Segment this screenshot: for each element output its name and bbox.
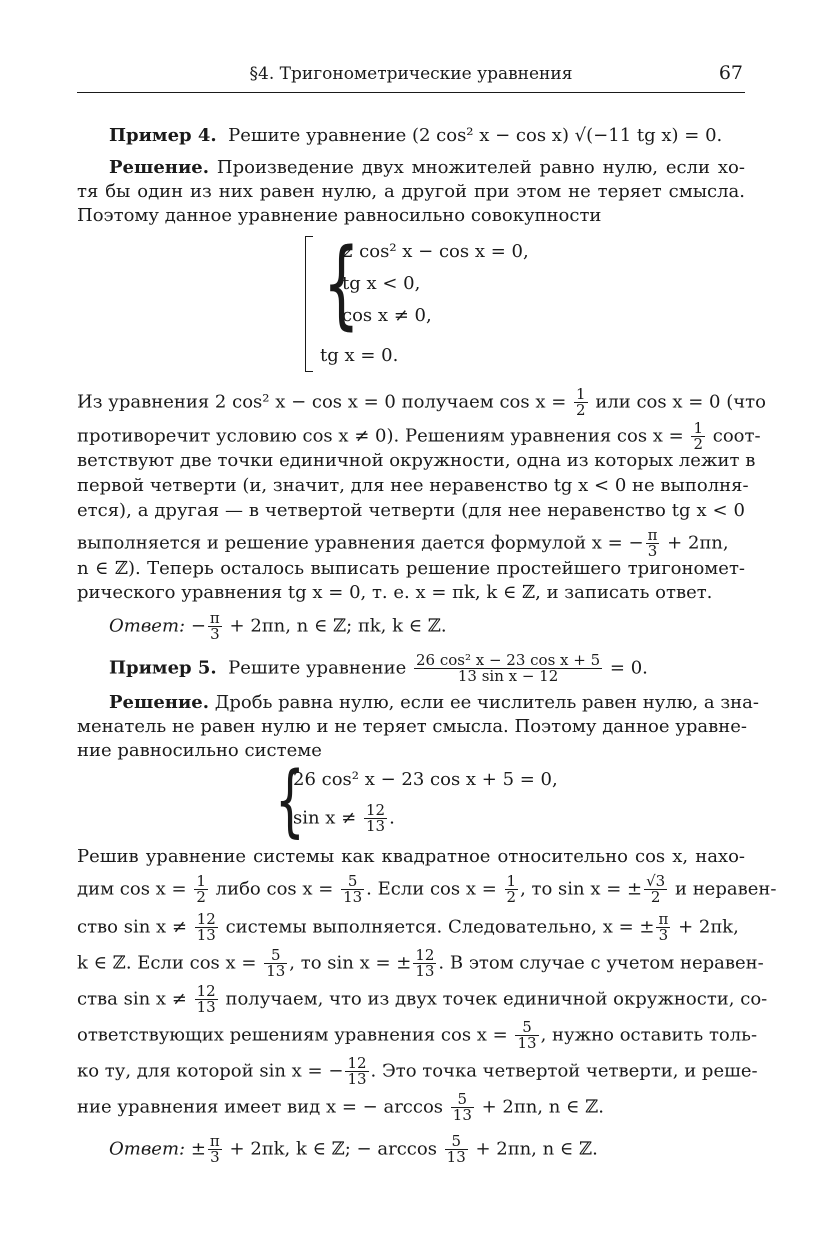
solution-label: Решение. bbox=[109, 692, 210, 713]
den: 13 bbox=[196, 926, 216, 944]
num: π bbox=[209, 1132, 220, 1150]
text: или cos x = 0 (что bbox=[595, 391, 766, 413]
ex4-p7: n ∈ ℤ). Теперь осталось выписать решение простейшего тригономет- bbox=[77, 558, 745, 579]
set-bracket bbox=[305, 236, 313, 372]
num: 12 bbox=[366, 801, 386, 819]
ex5-r2 bbox=[77, 874, 776, 905]
fraction bbox=[195, 912, 218, 943]
num: π bbox=[209, 609, 220, 627]
text: ние уравнения имеет вид x = − arccos bbox=[77, 1096, 444, 1118]
den: 13 bbox=[347, 1070, 367, 1088]
ex4-answer bbox=[77, 611, 447, 642]
ex4-p4: первой четверти (и, значит, для нее неравенство tg x < 0 не выполня- bbox=[77, 475, 749, 496]
text: + 2πn, n ∈ ℤ. bbox=[475, 1138, 598, 1160]
den: 2 bbox=[196, 888, 206, 906]
ex4-line-2: тя бы один из них равен нулю, а другой при этом не теряет смысла. bbox=[77, 181, 745, 202]
ex4-text: Произведение двух множителей равно нулю, если хо- bbox=[216, 157, 745, 178]
den: 3 bbox=[210, 1148, 220, 1166]
text: системы выполняется. Следовательно, x = ± bbox=[225, 916, 655, 938]
fraction bbox=[505, 874, 519, 905]
num: 26 cos² x − 23 cos x + 5 bbox=[415, 651, 601, 669]
den: 2 bbox=[693, 435, 704, 453]
text: = 0. bbox=[609, 657, 648, 679]
text: получаем, что из двух точек единичной окружности, со- bbox=[225, 988, 768, 1010]
answer-label: Ответ: bbox=[109, 615, 186, 637]
num: 5 bbox=[264, 948, 287, 964]
den: 3 bbox=[210, 625, 220, 643]
num: 12 bbox=[196, 982, 216, 1000]
page-number: 67 bbox=[718, 62, 743, 84]
page bbox=[77, 58, 777, 1166]
example-5-task: Решите уравнение bbox=[228, 657, 407, 679]
den: 13 bbox=[415, 962, 435, 980]
fraction bbox=[515, 1020, 538, 1051]
fraction bbox=[364, 803, 387, 834]
text: выполняется и решение уравнения дается формулой x = − bbox=[77, 532, 644, 554]
text: , то sin x = ± bbox=[520, 878, 643, 900]
ex5-r5 bbox=[77, 984, 767, 1015]
num: 12 bbox=[415, 946, 435, 964]
header-title: §4. Тригонометрические уравнения bbox=[249, 64, 573, 84]
ex4-line-3: Поэтому данное уравнение равносильно совокупности bbox=[77, 205, 602, 226]
ex5-line-2: менатель не равен нулю и не теряет смысла. Поэтому данное уравне- bbox=[77, 716, 747, 737]
fraction bbox=[646, 528, 660, 559]
den: 13 bbox=[452, 1106, 472, 1124]
fraction bbox=[451, 1092, 474, 1123]
text: дим cos x = bbox=[77, 878, 187, 900]
den: 13 bbox=[196, 998, 216, 1016]
fraction bbox=[194, 874, 208, 905]
ex5-r3 bbox=[77, 912, 739, 943]
example-4-task: Решите уравнение (2 cos² x − cos x) √(−11 tg x) = 0. bbox=[228, 125, 723, 146]
text: противоречит условию cos x ≠ 0). Решениям уравнения cos x = bbox=[77, 425, 684, 447]
fraction bbox=[656, 912, 670, 943]
fraction bbox=[341, 874, 364, 905]
text: ответствующих решениям уравнения cos x = bbox=[77, 1024, 508, 1046]
ex4-p6 bbox=[77, 528, 729, 559]
answer-label: Ответ: bbox=[109, 1138, 186, 1160]
den: 13 bbox=[343, 888, 363, 906]
ex4-p3: ветствуют две точки единичной окружности, одна из которых лежит в bbox=[77, 450, 756, 471]
ex5-r6 bbox=[77, 1020, 757, 1051]
fraction bbox=[414, 653, 602, 684]
ex4-sys-2: tg x < 0, bbox=[342, 273, 421, 294]
ex5-r4 bbox=[77, 948, 764, 979]
fraction bbox=[574, 387, 588, 418]
text: + 2πn, n ∈ ℤ. bbox=[481, 1096, 604, 1118]
fraction bbox=[345, 1056, 368, 1087]
text: + 2πk, bbox=[678, 916, 739, 938]
num: 5 bbox=[445, 1134, 468, 1150]
ex4-line-1 bbox=[77, 156, 745, 180]
fraction bbox=[691, 421, 705, 452]
num: √3 bbox=[646, 872, 666, 890]
num: 5 bbox=[341, 874, 364, 890]
fraction bbox=[413, 948, 436, 979]
ex4-p2 bbox=[77, 421, 761, 452]
ex5-answer bbox=[77, 1134, 598, 1165]
ex5-line-3: ние равносильно системе bbox=[77, 740, 322, 761]
text: , нужно оставить толь- bbox=[540, 1024, 758, 1046]
num: 1 bbox=[506, 872, 517, 890]
den: 13 bbox=[266, 962, 286, 980]
num: 1 bbox=[693, 419, 704, 437]
text: ства sin x ≠ bbox=[77, 988, 187, 1010]
ex5-r1: Решив уравнение системы как квадратное относительно cos x, нахо- bbox=[77, 846, 745, 867]
text: sin x ≠ bbox=[293, 807, 357, 829]
ex4-sys-4: tg x = 0. bbox=[320, 345, 399, 366]
ex5-r8 bbox=[77, 1092, 604, 1123]
running-header bbox=[77, 58, 745, 93]
text: либо cos x = bbox=[215, 878, 334, 900]
num: 12 bbox=[347, 1054, 367, 1072]
text: + 2πk, k ∈ ℤ; − arccos bbox=[229, 1138, 437, 1160]
ex4-p8: рического уравнения tg x = 0, т. е. x = πk, k ∈ ℤ, и записать ответ. bbox=[77, 582, 713, 603]
den: 13 bbox=[366, 817, 386, 835]
ex4-sys-1: 2 cos² x − cos x = 0, bbox=[342, 241, 529, 262]
ex4-p1 bbox=[77, 387, 766, 418]
fraction bbox=[208, 611, 222, 642]
solution-label: Решение. bbox=[109, 157, 210, 178]
fraction bbox=[644, 874, 667, 905]
text: соот- bbox=[712, 425, 761, 447]
den: 3 bbox=[658, 926, 669, 944]
text: . В этом случае с учетом неравен- bbox=[438, 952, 764, 974]
text: ство sin x ≠ bbox=[77, 916, 187, 938]
system-brace: { bbox=[275, 756, 305, 846]
num: 5 bbox=[451, 1092, 474, 1108]
text: Дробь равна нулю, если ее числитель равен нулю, а зна- bbox=[214, 692, 759, 713]
num: 5 bbox=[515, 1020, 538, 1036]
den: 2 bbox=[576, 401, 586, 419]
num: 12 bbox=[196, 910, 216, 928]
system-brace: { bbox=[323, 228, 360, 340]
den: 2 bbox=[650, 888, 661, 906]
example-4-statement bbox=[77, 124, 722, 148]
num: π bbox=[658, 910, 669, 928]
example-4-label: Пример 4. bbox=[109, 125, 217, 146]
ex4-sys-3: cos x ≠ 0, bbox=[342, 305, 432, 326]
example-5-label: Пример 5. bbox=[109, 657, 217, 679]
text: . Если cos x = bbox=[366, 878, 497, 900]
fraction bbox=[195, 984, 218, 1015]
ex5-sys-1: 26 cos² x − 23 cos x + 5 = 0, bbox=[293, 769, 558, 790]
den: 13 bbox=[446, 1148, 466, 1166]
num: 1 bbox=[576, 385, 586, 403]
fraction bbox=[445, 1134, 468, 1165]
fraction bbox=[264, 948, 287, 979]
den: 3 bbox=[647, 542, 658, 560]
text: ± bbox=[190, 1138, 206, 1160]
example-5-statement bbox=[77, 653, 648, 684]
num: π bbox=[647, 526, 658, 544]
ex5-r7 bbox=[77, 1056, 758, 1087]
text: , то sin x = ± bbox=[289, 952, 412, 974]
fraction bbox=[208, 1134, 222, 1165]
text: − bbox=[190, 615, 206, 637]
num: 1 bbox=[196, 872, 206, 890]
den: 2 bbox=[506, 888, 517, 906]
text: + 2πn, bbox=[667, 532, 729, 554]
text: ко ту, для которой sin x = − bbox=[77, 1060, 344, 1082]
text: + 2πn, n ∈ ℤ; πk, k ∈ ℤ. bbox=[229, 615, 447, 637]
den: 13 sin x − 12 bbox=[457, 667, 559, 685]
text: k ∈ ℤ. Если cos x = bbox=[77, 952, 257, 974]
text: . Это точка четвертой четверти, и реше- bbox=[370, 1060, 758, 1082]
ex4-p5: ется), а другая — в четвертой четверти (для нее неравенство tg x < 0 bbox=[77, 500, 745, 521]
text: Из уравнения 2 cos² x − cos x = 0 получаем cos x = bbox=[77, 391, 567, 413]
ex5-line-1 bbox=[77, 691, 759, 715]
den: 13 bbox=[517, 1034, 537, 1052]
text: и неравен- bbox=[674, 878, 777, 900]
ex5-sys-2: sin x ≠ $\frac{12}{13}$ . bbox=[293, 801, 395, 835]
